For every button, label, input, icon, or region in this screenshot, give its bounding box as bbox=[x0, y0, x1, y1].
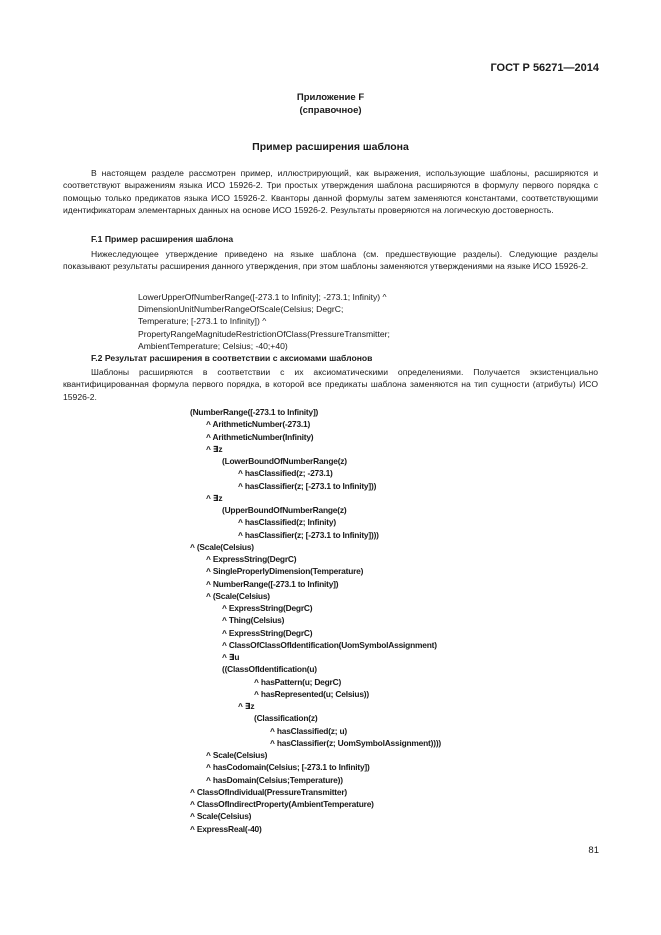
template-formula bbox=[138, 291, 390, 352]
expansion-line: ^ ClassOfClassOfIdentification(UomSymbolAssignment) bbox=[222, 639, 437, 650]
expansion-line: ^ (Scale(Celsius) bbox=[190, 541, 254, 552]
expansion-line: ((ClassOfIdentification(u) bbox=[222, 664, 317, 675]
section-f2-text: Шаблоны расширяются в соответствии с их аксиоматическими определениями. Получается экзистенциально квантифицированная формула первого порядка, в которой все предикаты шаблона заменяются на тип сущности (атрибуты) ИСО 15926-2. bbox=[63, 367, 598, 402]
formula-line: Temperature; [-273.1 to Infinity]) ^ bbox=[138, 316, 267, 327]
expansion-line: (UpperBoundOfNumberRange(z) bbox=[222, 505, 347, 515]
standard-designation: ГОСТ Р 56271—2014 bbox=[490, 62, 599, 74]
expansion-line: ^ hasClassifier(z; [-273.1 to Infinity])) bbox=[238, 480, 377, 491]
expansion-line: ^ hasDomain(Celsius;Temperature)) bbox=[206, 774, 343, 785]
expansion-line: ^ ∃z bbox=[206, 492, 223, 503]
section-f1-text: Нижеследующее утверждение приведено на языке шаблона (см. предшествующие разделы). Следующие разделы показывают результаты расширения данного утверждения, при этом шаблоны заменяются утверждениями на языке ИСО 15926-2. bbox=[63, 249, 598, 272]
annex-heading bbox=[0, 91, 661, 117]
expansion-line: ^ hasCodomain(Celsius; [-273.1 to Infinity]) bbox=[206, 762, 370, 773]
expansion-line: ^ ExpressString(DegrC) bbox=[222, 603, 313, 613]
expansion-line: ^ ∃z bbox=[206, 443, 223, 454]
expansion-line: ^ ExpressString(DegrC) bbox=[206, 554, 297, 564]
expansion-line: ^ hasClassified(z; Infinity) bbox=[238, 517, 336, 528]
expansion-line: (LowerBoundOfNumberRange(z) bbox=[222, 456, 347, 466]
expansion-line: ^ hasPattern(u; DegrC) bbox=[254, 676, 342, 687]
expansion-line: ^ hasClassified(z; u) bbox=[270, 725, 348, 736]
section-f1-heading: F.1 Пример расширения шаблона bbox=[91, 234, 234, 244]
expansion-line: ^ hasClassified(z; -273.1) bbox=[238, 468, 333, 479]
page-number: 81 bbox=[588, 845, 599, 856]
expansion-line: ^ ExpressReal(-40) bbox=[190, 823, 262, 834]
expansion-line: ^ ClassOfIndividual(PressureTransmitter) bbox=[190, 786, 347, 797]
expansion-line: ^ hasClassifier(z; [-273.1 to Infinity]))) bbox=[238, 529, 379, 540]
expansion-line: ^ ArithmeticNumber(-273.1) bbox=[206, 419, 311, 430]
annex-title: Приложение F bbox=[296, 92, 365, 103]
annex-status: (справочное) bbox=[299, 105, 362, 116]
expansion-line: ^ ArithmeticNumber(Infinity) bbox=[206, 431, 314, 442]
expansion-line: ^ ∃z bbox=[238, 701, 255, 711]
expansion-line: ^ Scale(Celsius) bbox=[206, 750, 268, 760]
intro-paragraph: В настоящем разделе рассмотрен пример, иллюстрирующий, как выражения, использующие шаблоны, расширяются и соответствуют выражениям языка ИСО 15926-2. Три простых утверждения шаблона расширяются в формулу первого порядка с помощью только предикатов языка ИСО 15926-2. Кванторы данной формулы затем заменяются константами, соответствующими идентификаторам элементарных данных на основе ИСО 15926-2. Результаты проверяются на логическую достоверность. bbox=[63, 168, 598, 216]
expansion-line: ^ hasClassifier(z; UomSymbolAssignment)))) bbox=[270, 737, 441, 748]
section-f2-heading: F.2 Результат расширения в соответствии с аксиомами шаблонов bbox=[91, 353, 373, 363]
expansion-line: ^ NumberRange([-273.1 to Infinity]) bbox=[206, 578, 339, 589]
expansion-line: ^ Scale(Celsius) bbox=[190, 811, 252, 822]
expansion-line: ^ (Scale(Celsius) bbox=[206, 590, 270, 601]
formula-line: DimensionUnitNumberRangeOfScale(Celsius; DegrC; bbox=[138, 304, 344, 315]
expansion-line: (Classification(z) bbox=[254, 713, 318, 724]
formula-line: LowerUpperOfNumberRange([-273.1 to Infinity]; -273.1; Infinity) ^ bbox=[138, 292, 387, 302]
expansion-line: ^ hasRepresented(u; Celsius)) bbox=[254, 688, 369, 699]
expansion-line: ^ SingleProperlyDimension(Temperature) bbox=[206, 566, 364, 577]
expansion-line: (NumberRange([-273.1 to Infinity]) bbox=[190, 407, 319, 417]
formula-line: PropertyRangeMagnitudeRestrictionOfClass(PressureTransmitter; bbox=[138, 328, 390, 339]
page-title: Пример расширения шаблона bbox=[252, 141, 409, 153]
formula-line: AmbientTemperature; Celsius; -40;+40) bbox=[138, 340, 288, 351]
expansion-line: ^ ClassOfIndirectProperty(AmbientTemperature) bbox=[190, 799, 374, 809]
expansion-line: ^ ∃u bbox=[222, 652, 240, 662]
expansion-formula bbox=[190, 406, 441, 835]
expansion-line: ^ Thing(Celsius) bbox=[222, 615, 285, 626]
expansion-line: ^ ExpressString(DegrC) bbox=[222, 627, 313, 638]
